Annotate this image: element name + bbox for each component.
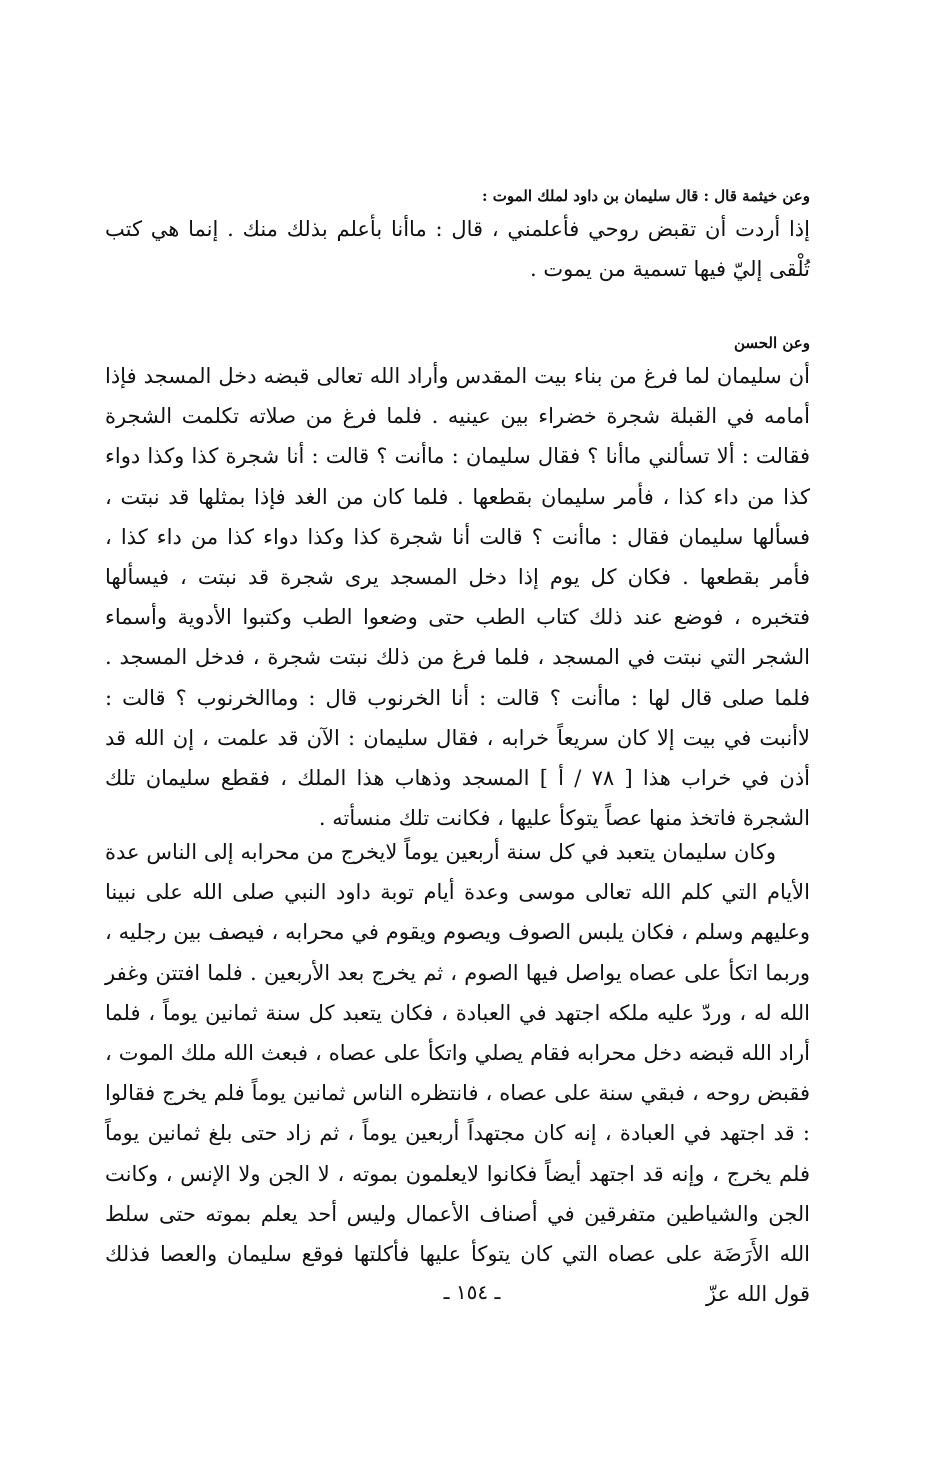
section-heading: وعن الحسن <box>733 334 810 352</box>
section-heading: وعن خيثمة قال : قال سليمان بن داود لملك الموت : <box>481 187 810 205</box>
section-sulayman-worship <box>105 832 810 1314</box>
section-khaythama <box>105 183 810 289</box>
section-paragraph: أن سليمان لما فرغ من بناء بيت المقدس وأراد الله تعالى قبضه دخل المسجد فإذا أمامه في القبلة شجرة خضراء بين عينيه . فلما فرغ من صلاته تكلمت الشجرة فقالت : ألا تسألني ماأنا ؟ فقال سليمان : ماأنت ؟ قالت : أنا شجرة كذا وكذا دواء كذا من داء كذا ، فأمر سليمان بقطعها . فلما كان من الغد فإذا بمثلها قد نبتت ، فسألها سليمان فقال : ماأنت ؟ قالت أنا شجرة كذا وكذا دواء كذا من داء كذا ، فأمر بقطعها . فكان كل يوم إذا دخل المسجد يرى شجرة قد نبتت ، فيسألها فتخبره ، فوضع عند ذلك كتاب الطب حتى وضعوا الطب وكتبوا الأدوية وأسماء الشجر التي نبتت في المسجد ، فلما فرغ من ذلك نبتت شجرة ، فدخل المسجد . فلما صلى قال لها : ماأنت ؟ قالت : أنا الخرنوب قال : وماالخرنوب ؟ قالت : لاأنبت في بيت إلا كان سريعاً خرابه ، فقال سليمان : الآن قد علمت ، إن الله قد أذن في خراب هذا [ ٧٨ / أ ] المسجد وذهاب هذا الملك ، فقطع سليمان تلك الشجرة فاتخذ منها عصاً يتوكأ عليها ، فكانت تلك منسأته . <box>105 364 810 831</box>
section-paragraph: إذا أردت أن تقبض روحي فأعلمني ، قال : ماأنا بأعلم بذلك منك . إنما هي كتب تُلْقى إليّ فيها تسمية من يموت . <box>105 217 810 282</box>
page-number: ـ ١٥٤ ـ <box>443 1280 501 1304</box>
section-paragraph: وكان سليمان يتعبد في كل سنة أربعين يوماً لايخرج من محرابه إلى الناس عدة الأيام التي كلم الله تعالى موسى وعدة أيام توبة داود النبي صلى الله على نبينا وعليهم وسلم ، فكان يلبس الصوف ويصوم ويقوم في محرابه ، فيصف بين رجليه ، وربما اتكأ على عصاه يواصل فيها الصوم ، ثم يخرج بعد الأربعين . فلما افتتن وغفر الله له ، وردّ عليه ملكه اجتهد في العبادة ، فكان يتعبد كل سنة ثمانين يوماً ، فلما أراد الله قبضه دخل محرابه فقام يصلي واتكأ على عصاه ، فبعث الله ملك الموت ، فقبض روحه ، فبقي سنة على عصاه ، فانتظره الناس ثمانين يوماً فلم يخرج فقالوا : قد اجتهد في العبادة ، إنه كان مجتهداً أربعين يوماً ، ثم زاد حتى بلغ ثمانين يوماً فلم يخرج ، وإنه قد اجتهد أيضاً فكانوا لايعلمون بموته ، لا الجن ولا الإنس ، وكانت الجن والشياطين متفرقين في أصناف الأعمال وليس أحد يعلم بموته حتى سلط الله الأَرَضَة على عصاه التي كان يتوكأ عليها فأكلتها فوقع سليمان والعصا فذلك قول الله عزّ <box>105 840 810 1307</box>
section-hasan <box>105 330 810 838</box>
